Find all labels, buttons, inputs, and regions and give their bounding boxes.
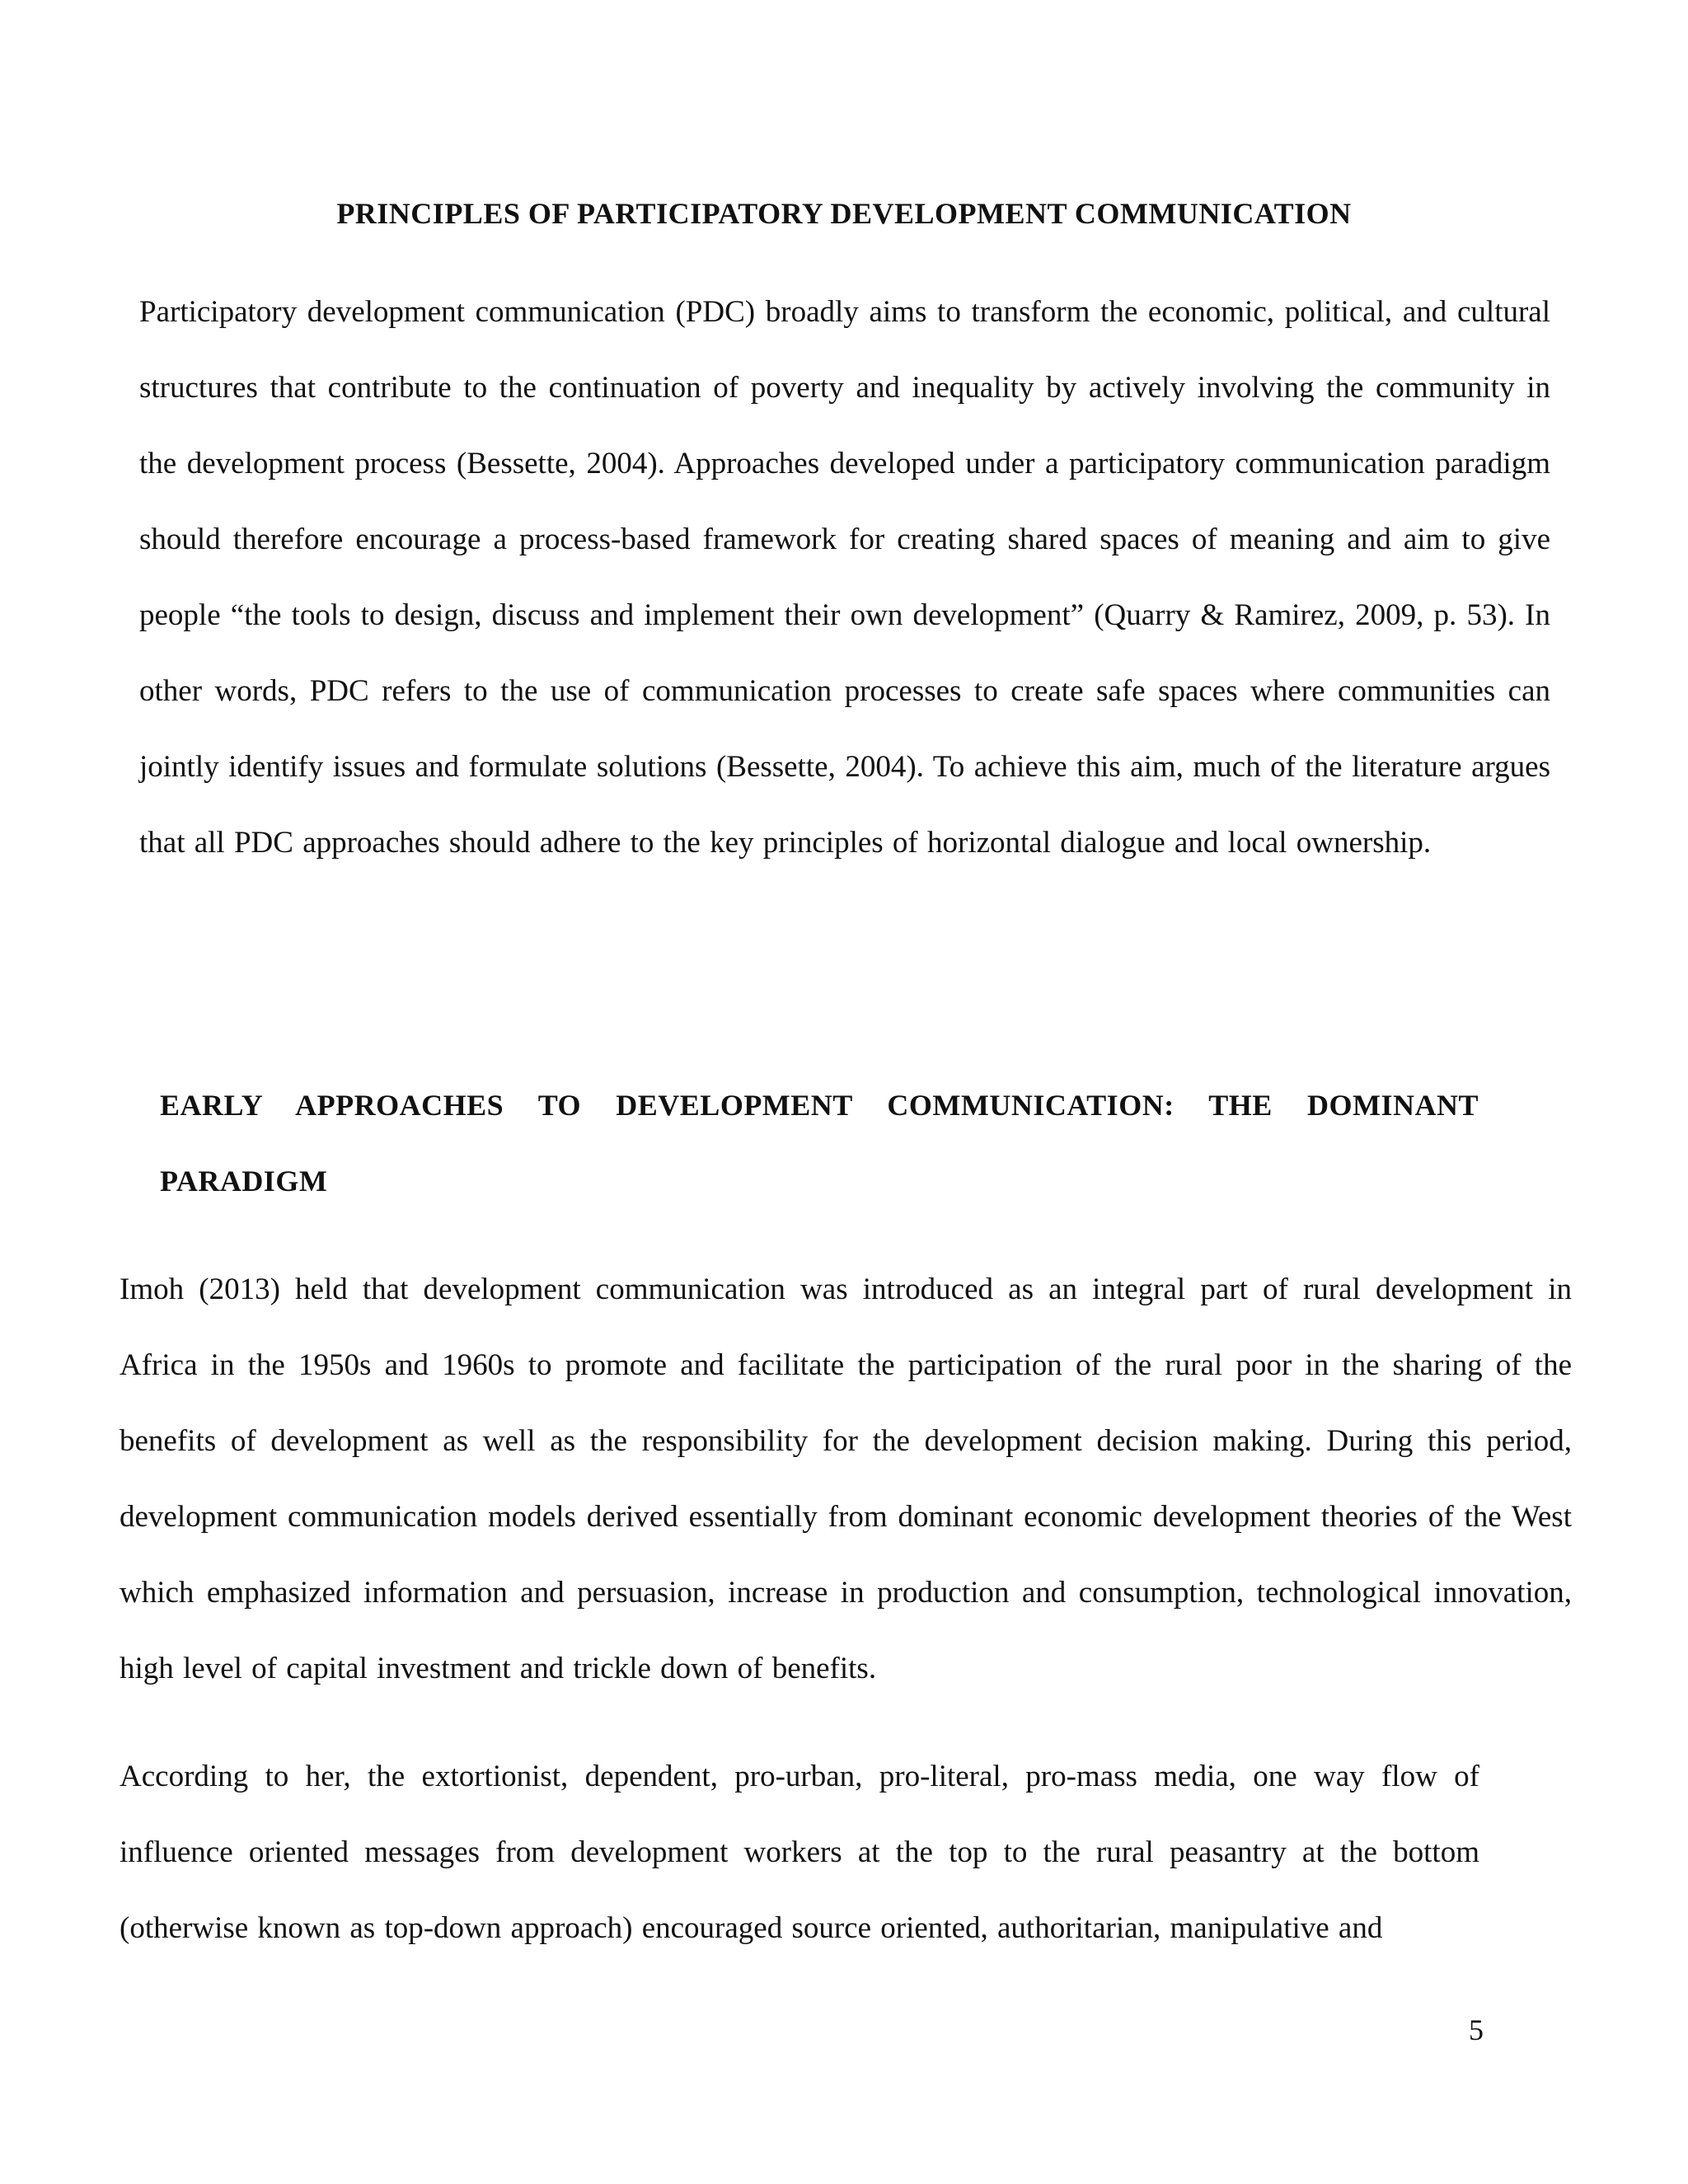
paragraph-pdc-definition: Participatory development communication (PDC) broadly aims to transform the economic, political, and cultural structures that contribute to the continuation of poverty and inequality by actively involving the community in the development process (Bessette, 2004). Approaches developed under a participatory communication paradigm should therefore encourage a process-based framework for creating shared spaces of meaning and aim to give people “the tools to design, discuss and implement their own development” (Quarry & Ramirez, 2009, p. 53). In other words, PDC refers to the use of communication processes to create safe spaces where communities can jointly identify issues and formulate solutions (Bessette, 2004). To achieve this aim, much of the literature argues that all PDC approaches should adhere to the key principles of horizontal dialogue and local ownership.	[139, 295, 1550, 860]
paragraph-top-down-approach: According to her, the extortionist, dependent, pro-urban, pro-literal, pro-mass media, one way flow of influence oriented messages from development workers at the top to the rural peasantry at the bottom (otherwise known as top-down approach) encouraged source oriented, authoritarian, manipulative and	[120, 1760, 1479, 1945]
section-heading-principles: PRINCIPLES OF PARTICIPATORY DEVELOPMENT COMMUNICATION	[336, 197, 1352, 230]
section-heading-early-approaches: EARLY APPROACHES TO DEVELOPMENT COMMUNICATION: THE DOMINANT PARADIGM	[160, 1089, 1479, 1197]
paragraph-imoh-history: Imoh (2013) held that development communication was introduced as an integral part of rural development in Africa in the 1950s and 1960s to promote and facilitate the participation of the rural poor in the sharing of the benefits of development as well as the responsibility for the development decision making. During this period, development communication models derived essentially from dominant economic development theories of the West which emphasized information and persuasion, increase in production and consumption, technological innovation, high level of capital investment and trickle down of benefits.	[120, 1272, 1572, 1685]
page-number: 5	[1469, 2013, 1484, 2046]
